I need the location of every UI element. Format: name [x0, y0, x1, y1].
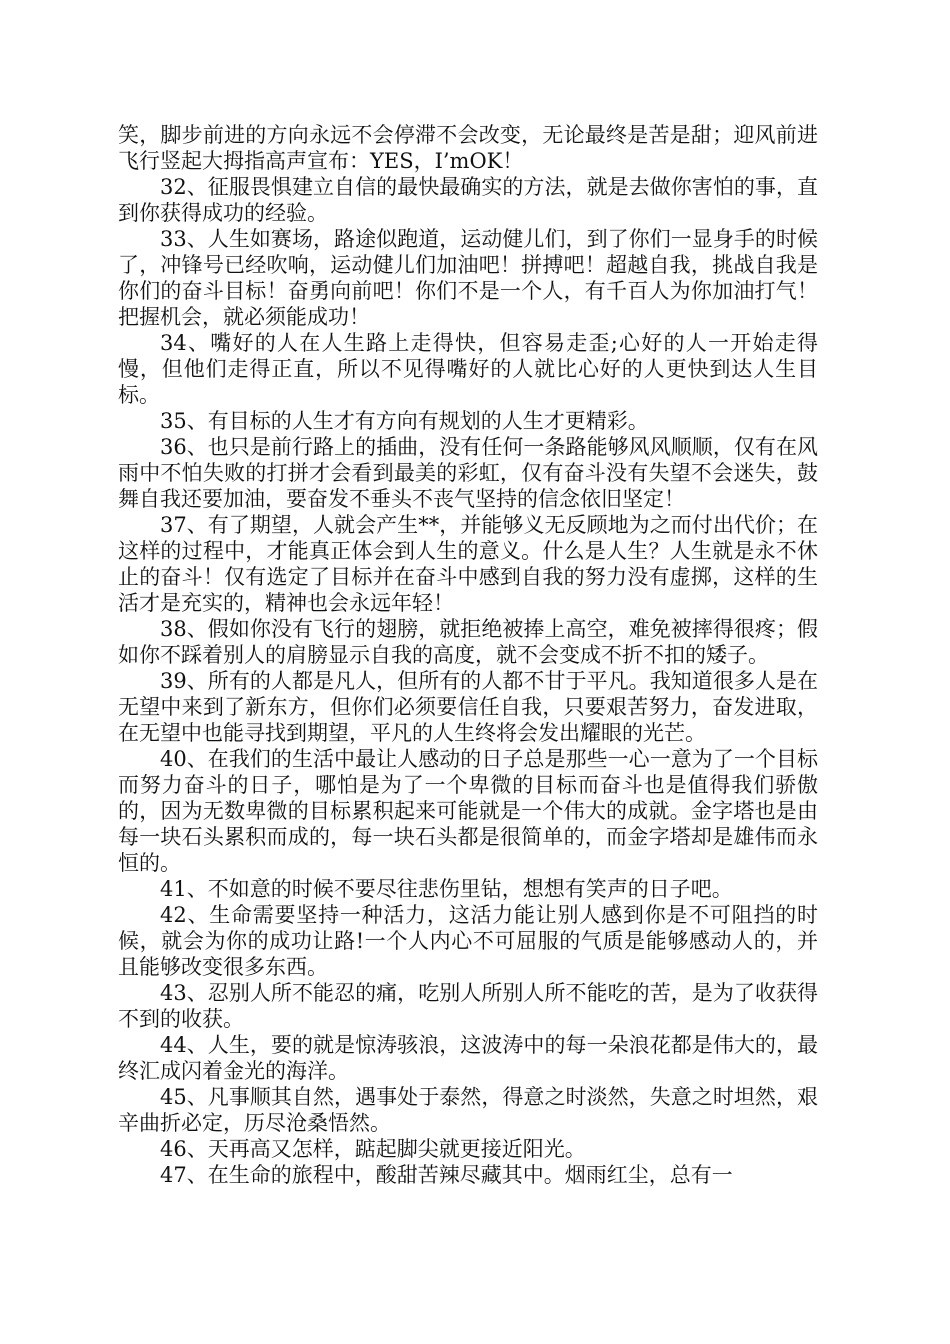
paragraph-36: 36、也只是前行路上的插曲，没有任何一条路能够风风顺顺，仅有在风雨中不怕失败的打拼才会看到最美的彩虹，仅有奋斗没有失望不会迷失，鼓舞自我还要加油，要奋发不垂头不丧气坚持的信念依旧坚定！ [118, 435, 818, 511]
paragraph-37: 37、有了期望，人就会产生**，并能够义无反顾地为之而付出代价；在这样的过程中，才能真正体会到人生的意义。什么是人生？人生就是永不休止的奋斗！仅有选定了目标并在奋斗中感到自我的努力没有虚掷，这样的生活才是充实的，精神也会永远年轻！ [118, 513, 818, 615]
paragraph-44: 44、人生，要的就是惊涛骇浪，这波涛中的每一朵浪花都是伟大的，最终汇成闪着金光的海洋。 [118, 1033, 818, 1083]
paragraph-45: 45、凡事顺其自然，遇事处于泰然，得意之时淡然，失意之时坦然，艰辛曲折必定，历尽沧桑悟然。 [118, 1085, 818, 1135]
paragraph-35: 35、有目标的人生才有方向有规划的人生才更精彩。 [160, 409, 649, 433]
paragraph-38: 38、假如你没有飞行的翅膀，就拒绝被捧上高空，难免被摔得很疼；假如你不踩着别人的肩膀显示自我的高度，就不会变成不折不扣的矮子。 [118, 617, 818, 667]
paragraph-40: 40、在我们的生活中最让人感动的日子总是那些一心一意为了一个目标而努力奋斗的日子，哪怕是为了一个卑微的目标而奋斗也是值得我们骄傲的，因为无数卑微的目标累积起来可能就是一个伟大的成就。金字塔也是由每一块石头累积而成的，每一块石头都是很简单的，而金字塔却是雄伟而永恒的。 [118, 747, 818, 875]
paragraph-43: 43、忍别人所不能忍的痛，吃别人所别人所不能吃的苦，是为了收获得不到的收获。 [118, 981, 818, 1031]
paragraph-47: 47、在生命的旅程中，酸甜苦辣尽藏其中。烟雨红尘，总有一 [160, 1163, 733, 1187]
paragraph-46: 46、天再高又怎样，踮起脚尖就更接近阳光。 [160, 1137, 586, 1161]
paragraph-39: 39、所有的人都是凡人，但所有的人都不甘于平凡。我知道很多人是在无望中来到了新东方，但你们必须要信任自我，只要艰苦努力，奋发进取，在无望中也能寻找到期望，平凡的人生终将会发出耀眼的光芒。 [118, 669, 818, 745]
paragraph-42: 42、生命需要坚持一种活力，这活力能让别人感到你是不可阻挡的时候，就会为你的成功让路!一个人内心不可屈服的气质是能够感动人的，并且能够改变很多东西。 [118, 903, 818, 979]
paragraph-41: 41、不如意的时候不要尽往悲伤里钻，想想有笑声的日子吧。 [160, 877, 733, 901]
paragraph-34: 34、嘴好的人在人生路上走得快，但容易走歪;心好的人一开始走得慢，但他们走得正直，所以不见得嘴好的人就比心好的人更快到达人生目标。 [118, 331, 818, 407]
paragraph-33: 33、人生如赛场，路途似跑道，运动健儿们，到了你们一显身手的时候了，冲锋号已经吹响，运动健儿们加油吧！拼搏吧！超越自我，挑战自我是你们的奋斗目标！奋勇向前吧！你们不是一个人，有千百人为你加油打气！把握机会，就必须能成功！ [118, 227, 818, 329]
paragraph: 笑，脚步前进的方向永远不会停滞不会改变，无论最终是苦是甜；迎风前进飞行竖起大拇指高声宣布：YES，I’mOK！ [118, 123, 818, 173]
document-page [118, 122, 818, 1188]
paragraph-32: 32、征服畏惧建立自信的最快最确实的方法，就是去做你害怕的事，直到你获得成功的经验。 [118, 175, 818, 225]
